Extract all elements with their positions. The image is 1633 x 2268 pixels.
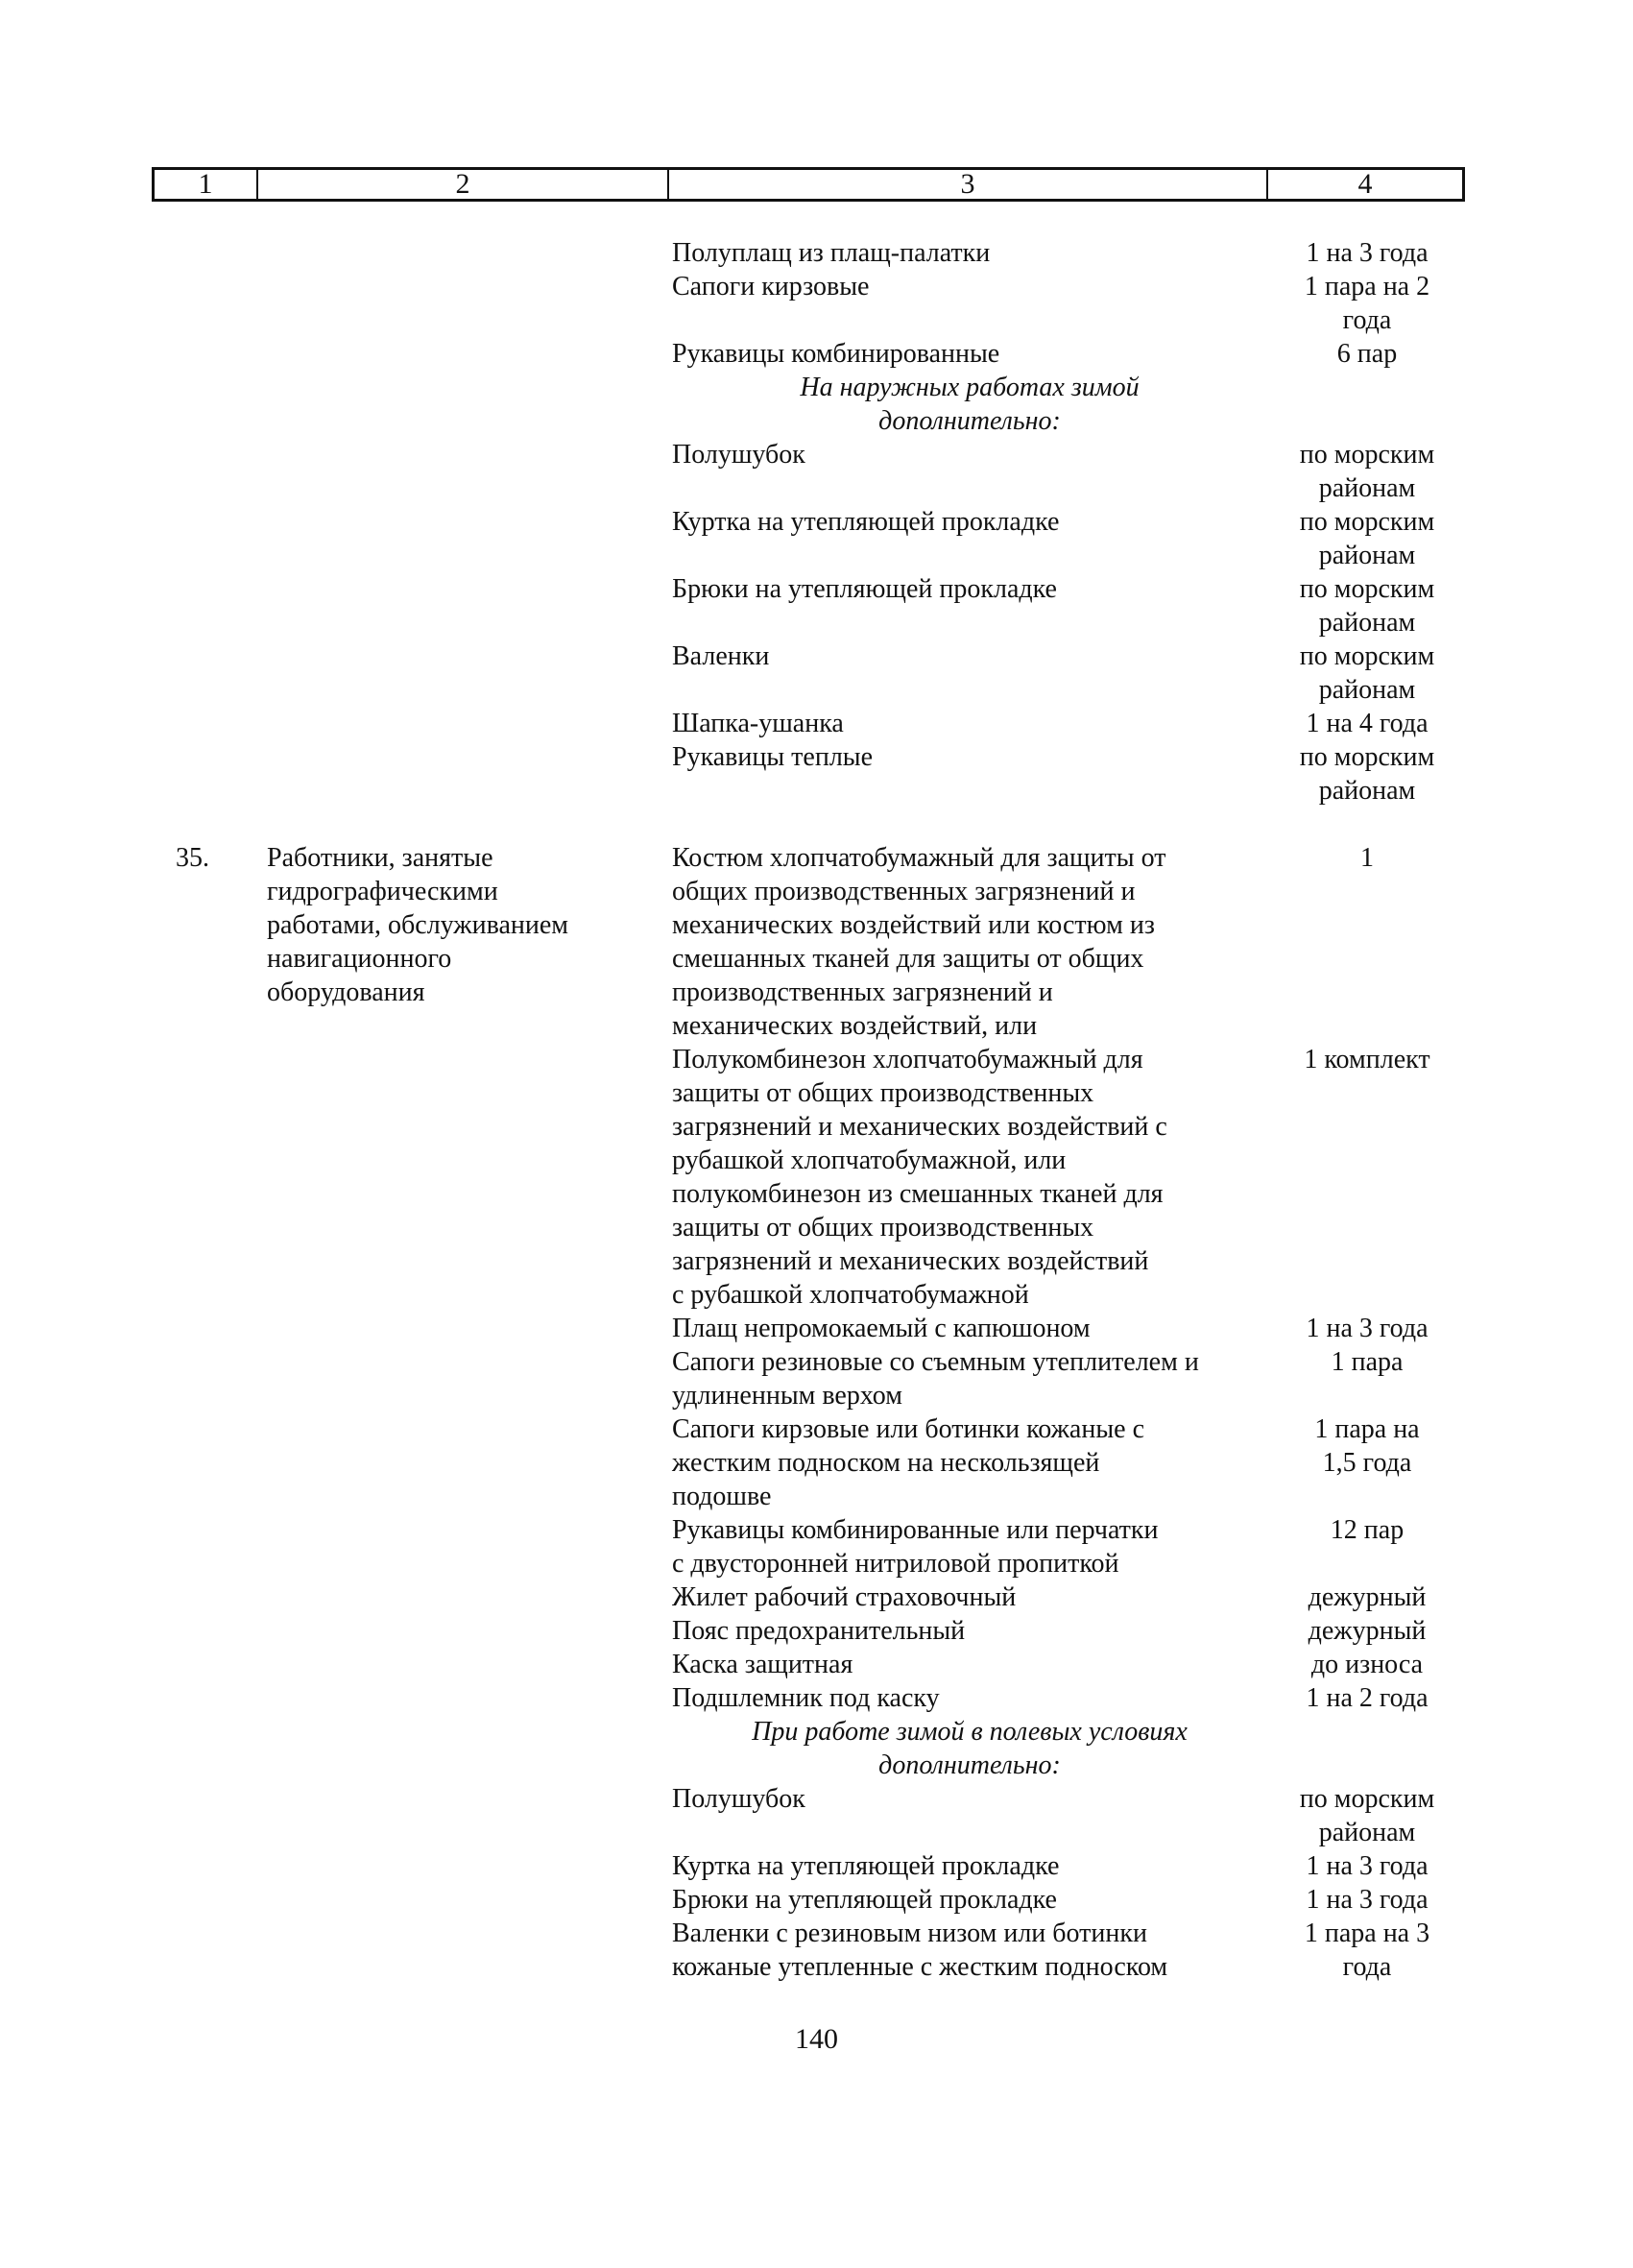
item-name: Жилет рабочий страховочный <box>672 1582 1017 1612</box>
section-subheading: При работе зимой в полевых условиях <box>752 1717 1188 1747</box>
table-header-row <box>152 167 1465 202</box>
item-name: Брюки на утепляющей прокладке <box>672 1885 1057 1915</box>
item-norm: по морским <box>1299 440 1435 470</box>
item-name: Пояс предохранительный <box>672 1616 966 1646</box>
profession-line: гидрографическими <box>267 877 498 906</box>
item-name: Сапоги кирзовые или ботинки кожаные с <box>672 1414 1144 1444</box>
header-col-4: 4 <box>1357 168 1373 200</box>
item-name: защиты от общих производственных <box>672 1078 1094 1108</box>
item-norm: дежурный <box>1308 1582 1427 1612</box>
item-norm: 1 пара <box>1331 1347 1404 1377</box>
item-norm: до износа <box>1310 1650 1424 1679</box>
item-name: кожаные утепленные с жестким подноском <box>672 1952 1168 1982</box>
profession-line: работами, обслуживанием <box>267 910 569 940</box>
item-norm: 1 на 2 года <box>1306 1683 1429 1713</box>
item-name: Каска защитная <box>672 1650 853 1679</box>
item-name: механических воздействий или костюм из <box>672 910 1155 940</box>
item-norm: по морским <box>1299 641 1435 671</box>
item-norm: районам <box>1318 608 1416 638</box>
header-col-1: 1 <box>155 170 258 199</box>
item-name: защиты от общих производственных <box>672 1213 1094 1243</box>
item-name: с рубашкой хлопчатобумажной <box>672 1280 1029 1310</box>
item-name: удлиненным верхом <box>672 1381 902 1411</box>
item-name: производственных загрязнений и <box>672 977 1053 1007</box>
item-norm: 1 на 3 года <box>1306 238 1429 268</box>
item-norm: 1 на 3 года <box>1306 1314 1429 1343</box>
item-name: Костюм хлопчатобумажный для защиты от <box>672 843 1166 873</box>
item-norm: 1,5 года <box>1322 1448 1412 1478</box>
item-norm: дежурный <box>1308 1616 1427 1646</box>
item-name: с двусторонней нитриловой пропиткой <box>672 1549 1119 1579</box>
item-name: Шапка-ушанка <box>672 709 844 738</box>
entry-number: 35. <box>176 843 209 873</box>
item-name: Куртка на утепляющей прокладке <box>672 507 1060 537</box>
item-norm: 1 <box>1360 843 1374 873</box>
item-name: Рукавицы комбинированные <box>672 339 1000 369</box>
header-col-2: 2 <box>258 170 669 199</box>
item-norm: районам <box>1318 541 1416 570</box>
item-name: Полукомбинезон хлопчатобумажный для <box>672 1045 1143 1074</box>
item-norm: по морским <box>1299 507 1435 537</box>
item-norm: 1 на 3 года <box>1306 1851 1429 1881</box>
profession-line: оборудования <box>267 977 425 1007</box>
item-name: рубашкой хлопчатобумажной, или <box>672 1146 1067 1175</box>
item-name: подошве <box>672 1482 772 1511</box>
item-norm: районам <box>1318 473 1416 503</box>
item-name: жестким подноском на нескользящей <box>672 1448 1100 1478</box>
item-norm: районам <box>1318 1818 1416 1847</box>
item-norm: по морским <box>1299 574 1435 604</box>
item-name: Полушубок <box>672 1784 805 1814</box>
item-name: общих производственных загрязнений и <box>672 877 1136 906</box>
item-norm: 1 на 3 года <box>1306 1885 1429 1915</box>
item-name: Рукавицы теплые <box>672 742 874 772</box>
item-norm: 1 пара на 2 <box>1304 272 1430 302</box>
item-norm: 12 пар <box>1330 1515 1405 1545</box>
item-norm: 1 на 4 года <box>1306 709 1429 738</box>
section-subheading: На наружных работах зимой <box>800 373 1140 402</box>
profession-line: навигационного <box>267 944 452 974</box>
profession-line: Работники, занятые <box>267 843 493 873</box>
item-name: Валенки с резиновым низом или ботинки <box>672 1918 1147 1948</box>
item-name: полукомбинезон из смешанных тканей для <box>672 1179 1164 1209</box>
item-norm: года <box>1342 1952 1392 1982</box>
item-norm: года <box>1342 305 1392 335</box>
item-name: смешанных тканей для защиты от общих <box>672 944 1144 974</box>
item-norm: 6 пар <box>1336 339 1398 369</box>
item-name: загрязнений и механических воздействий с <box>672 1112 1167 1142</box>
item-name: Рукавицы комбинированные или перчатки <box>672 1515 1159 1545</box>
item-norm: по морским <box>1299 742 1435 772</box>
item-name: Валенки <box>672 641 770 671</box>
item-norm: 1 пара на 3 <box>1304 1918 1430 1948</box>
item-norm: районам <box>1318 675 1416 705</box>
item-norm: по морским <box>1299 1784 1435 1814</box>
item-name: Плащ непромокаемый с капюшоном <box>672 1314 1091 1343</box>
item-name: механических воздействий, или <box>672 1011 1038 1041</box>
item-name: Сапоги резиновые со съемным утеплителем и <box>672 1347 1199 1377</box>
section-subheading: дополнительно: <box>878 406 1061 436</box>
item-name: загрязнений и механических воздействий <box>672 1246 1149 1276</box>
item-name: Подшлемник под каску <box>672 1683 940 1713</box>
page-number: 140 <box>795 2023 838 2055</box>
item-name: Брюки на утепляющей прокладке <box>672 574 1057 604</box>
item-name: Куртка на утепляющей прокладке <box>672 1851 1060 1881</box>
header-col-3: 3 <box>669 170 1268 199</box>
item-name: Сапоги кирзовые <box>672 272 870 302</box>
section-subheading: дополнительно: <box>878 1750 1061 1780</box>
item-name: Полуплащ из плащ-палатки <box>672 238 991 268</box>
item-norm: 1 комплект <box>1304 1045 1430 1074</box>
item-name: Полушубок <box>672 440 805 470</box>
item-norm: районам <box>1318 776 1416 806</box>
item-norm: 1 пара на <box>1314 1414 1420 1444</box>
